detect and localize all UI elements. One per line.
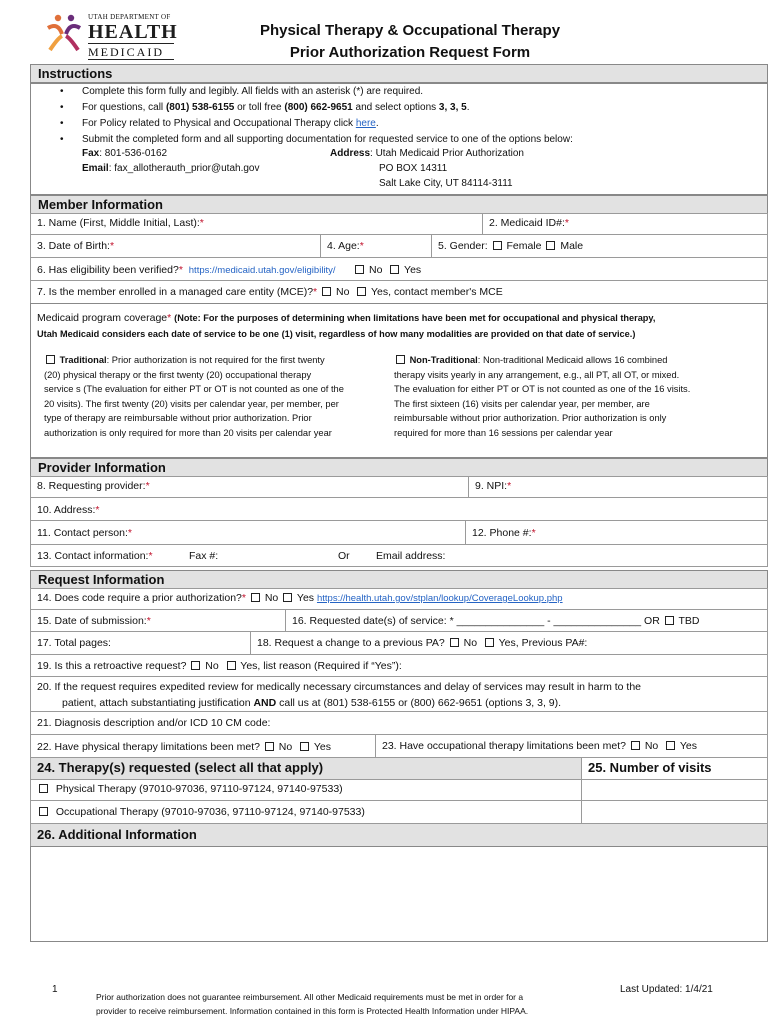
expedited-line-1: 20. If the request requires expedited review for medically necessary circumstances and delay of services may result in harm to the	[37, 681, 642, 693]
retro-no-checkbox[interactable]	[191, 661, 200, 670]
npi-field[interactable]	[468, 476, 768, 498]
traditional-option	[44, 353, 344, 440]
traditional-line: service s (The evaluation for either PT or OT is not counted as one of the	[44, 384, 344, 394]
non-traditional-line: required for more than 16 sessions per calendar year	[394, 427, 613, 438]
expedited-line-2	[37, 695, 761, 711]
text: For Policy related to Physical and Occupational Therapy click	[82, 118, 356, 129]
mce-yes-label: Yes, contact member's MCE	[371, 286, 503, 298]
required-mark: *	[109, 240, 115, 252]
non-traditional-option	[394, 353, 690, 440]
member-name-field[interactable]	[30, 213, 483, 235]
retro-yes-label: Yes, list reason (Required if “Yes”):	[240, 660, 402, 672]
instruction-1: Complete this form fully and legibly. All fields with an asterisk (*) are required.	[82, 86, 424, 97]
label: 16. Requested date(s) of service:	[292, 615, 447, 627]
female-checkbox[interactable]	[493, 241, 502, 250]
required-mark: *	[531, 527, 536, 539]
text: : Prior authorization is not required for the first twenty	[106, 355, 325, 365]
required-mark: *	[359, 240, 364, 252]
label: 12. Phone #:	[472, 527, 532, 539]
page-number: 1	[52, 984, 58, 995]
yes-label: Yes	[313, 741, 331, 753]
text: and select options	[352, 102, 439, 113]
address-value: : Utah Medicaid Prior Authorization	[370, 148, 524, 159]
title-line-1: Physical Therapy & Occupational Therapy	[259, 22, 561, 39]
traditional-line	[44, 353, 344, 368]
yes-label: Yes	[404, 264, 422, 276]
traditional-line: type of therapy are reimbursable without prior authorization. Prior	[44, 413, 312, 423]
coverage-line-2: Utah Medicaid considers each date of service to be one (1) visit, regardless of how many modalities are provided on that date of service.)	[37, 329, 636, 339]
traditional-checkbox[interactable]	[46, 355, 55, 364]
logo-health-text: HEALTH	[88, 21, 178, 43]
label: 17. Total pages:	[37, 637, 111, 649]
non-traditional-line: The evaluation for either PT or OT is not counted as one of the 16 visits.	[394, 384, 691, 394]
page-title	[200, 20, 620, 64]
prior-auth-yes-checkbox[interactable]	[283, 593, 292, 602]
logo-dept-text: UTAH DEPARTMENT OF	[88, 13, 171, 21]
email-label[interactable]: Email address:	[376, 550, 446, 562]
instruction-2	[82, 102, 470, 113]
footer-note	[96, 990, 528, 1018]
label: 5. Gender:	[438, 240, 488, 252]
pt-therapy-checkbox[interactable]	[39, 784, 48, 793]
ot-therapy-label: Occupational Therapy (97010-97036, 97110-97124, 97140-97533)	[55, 806, 365, 818]
change-pa-field	[250, 631, 768, 655]
tbd-checkbox[interactable]	[665, 616, 674, 625]
phone-tollfree: (800) 662-9651	[284, 102, 353, 113]
fax-value: : 801-536-0162	[99, 148, 168, 159]
diagnosis-field[interactable]	[30, 711, 768, 735]
policy-link[interactable]: here	[355, 118, 376, 129]
yes-label: Yes	[296, 592, 315, 604]
ot-visits-input[interactable]	[581, 800, 768, 824]
eligibility-link[interactable]: https://medicaid.utah.gov/eligibility/	[188, 265, 336, 276]
options-text: 3, 3, 5	[438, 102, 467, 113]
title-line-2: Prior Authorization Request Form	[289, 44, 531, 61]
non-traditional-line: The first sixteen (16) visits per calendar year, per member, are	[394, 398, 650, 409]
traditional-line: 20 visits). The first twenty (20) visits per calendar year, per member, per	[44, 398, 339, 409]
label: 1. Name (First, Middle Initial, Last):	[37, 217, 200, 229]
fax-label: Fax	[82, 148, 100, 159]
phone-local: (801) 538-6155	[165, 102, 235, 113]
member-heading: Member Information	[30, 195, 768, 214]
required-mark: *	[95, 504, 100, 516]
no-label: No	[369, 264, 383, 276]
email-line	[82, 163, 260, 174]
text: For questions, call	[82, 102, 166, 113]
address-line-2: PO BOX 14311	[379, 163, 448, 174]
female-label: Female	[506, 240, 542, 252]
non-traditional-line: therapy visits yearly in any arrangement, e.g., all PT, all OT, or mixed.	[394, 369, 680, 380]
eligibility-no-checkbox[interactable]	[355, 265, 364, 274]
label: 14. Does code require a prior authorization?	[37, 592, 242, 604]
no-label: No	[278, 741, 293, 753]
dates-blank: * _______________ - _______________ OR	[449, 615, 660, 627]
pt-visits-input[interactable]	[581, 779, 768, 801]
additional-info-textarea[interactable]	[30, 846, 768, 942]
logo-rule	[88, 43, 174, 44]
requesting-provider-field[interactable]	[30, 476, 469, 498]
contact-person-field[interactable]	[30, 520, 466, 545]
utah-medicaid-logo	[44, 10, 178, 60]
and-text: AND	[253, 697, 277, 709]
instruction-4: Submit the completed form and all supporting documentation for requested service to one of the options below:	[82, 134, 573, 145]
non-traditional-line: reimbursable without prior authorization. Prior authorization is only	[394, 413, 667, 423]
label: 15. Date of submission:	[37, 615, 147, 627]
required-mark: *	[241, 592, 246, 604]
label: 22. Have physical therapy limitations been met?	[37, 741, 260, 753]
eligibility-yes-checkbox[interactable]	[390, 265, 399, 274]
coverage-label: Medicaid program coverage	[37, 312, 168, 324]
no-label: No	[205, 660, 219, 672]
fax-label[interactable]: Fax #:	[189, 550, 219, 562]
pt-limits-yes-checkbox[interactable]	[300, 742, 309, 751]
therapy-heading: 24. Therapy(s) requested (select all that apply)	[30, 757, 582, 780]
non-traditional-line	[394, 353, 690, 368]
mce-yes-checkbox[interactable]	[357, 287, 366, 296]
pt-therapy-label: Physical Therapy (97010-97036, 97110-97124, 97140-97533)	[55, 783, 343, 795]
pt-limits-no-checkbox[interactable]	[265, 742, 274, 751]
last-updated: Last Updated: 1/4/21	[620, 984, 713, 995]
ot-therapy-checkbox[interactable]	[39, 807, 48, 816]
text: patient, attach substantiating justification	[62, 697, 254, 709]
change-pa-no-checkbox[interactable]	[450, 638, 459, 647]
or-label: Or	[338, 550, 350, 562]
label: 9. NPI:	[475, 480, 508, 492]
age-field[interactable]	[320, 234, 432, 258]
mce-no-checkbox[interactable]	[322, 287, 331, 296]
request-heading: Request Information	[30, 570, 768, 589]
traditional-title: Traditional	[59, 355, 107, 365]
submission-date-field[interactable]	[30, 609, 286, 632]
change-pa-yes-label: Yes, Previous PA#:	[498, 637, 588, 649]
contact-info-field	[30, 544, 768, 567]
logo-figures-icon	[44, 12, 84, 56]
male-label: Male	[560, 240, 584, 252]
expedited-field	[30, 676, 768, 712]
address-line-1	[330, 148, 524, 159]
phone-field[interactable]	[465, 520, 768, 545]
no-label: No	[644, 740, 659, 752]
label: 4. Age:	[327, 240, 360, 252]
required-mark: *	[145, 480, 150, 492]
retro-yes-checkbox[interactable]	[227, 661, 236, 670]
required-mark: *	[127, 527, 132, 539]
required-mark: *	[178, 264, 183, 276]
coverage-line-1	[37, 312, 655, 324]
visits-heading: 25. Number of visits	[581, 757, 768, 780]
ot-therapy-row	[30, 800, 582, 824]
label: 13. Contact information:	[37, 550, 149, 562]
service-dates-field[interactable]	[285, 609, 768, 632]
label: 23. Have occupational therapy limitations been met?	[382, 740, 626, 752]
address-label: Address	[330, 148, 371, 159]
coverage-lookup-link[interactable]: https://health.utah.gov/stplan/lookup/CoverageLookup.php	[316, 593, 563, 604]
coverage-note: (Note: For the purposes of determining when limitations have been met for occupational and physical therapy,	[174, 313, 656, 323]
traditional-line: authorization is only required for more than 20 visits per calendar year	[44, 427, 332, 438]
no-label: No	[335, 286, 350, 298]
required-mark: *	[167, 312, 172, 324]
email-value: : fax_allotherauth_prior@utah.gov	[108, 163, 260, 174]
non-traditional-title: Non-Traditional	[409, 355, 478, 365]
ot-limits-no-checkbox[interactable]	[631, 741, 640, 750]
required-mark: *	[146, 615, 151, 627]
additional-heading: 26. Additional Information	[30, 823, 768, 847]
logo-medicaid-text: MEDICAID	[88, 45, 164, 59]
address-line-3: Salt Lake City, UT 84114-3111	[379, 178, 513, 189]
non-traditional-checkbox[interactable]	[396, 355, 405, 364]
text: .	[466, 102, 470, 113]
text: or toll free	[234, 102, 285, 113]
no-label: No	[463, 637, 478, 649]
label: 7. Is the member enrolled in a managed care entity (MCE)?	[37, 286, 314, 298]
footer-note-line-1: Prior authorization does not guarantee reimbursement. All other Medicaid requirements must be met in order for a	[96, 992, 524, 1002]
pt-therapy-row	[30, 779, 582, 801]
prior-auth-field	[30, 588, 768, 610]
eligibility-field	[30, 257, 768, 281]
label: 3. Date of Birth:	[37, 240, 110, 252]
yes-label: Yes	[679, 740, 697, 752]
label: 8. Requesting provider:	[37, 480, 146, 492]
label: 18. Request a change to a previous PA?	[257, 637, 445, 649]
pt-limitations-field	[30, 734, 376, 758]
email-label: Email	[82, 163, 109, 174]
text: : Non-traditional Medicaid allows 16 combined	[477, 355, 668, 365]
label: 6. Has eligibility been verified?	[37, 264, 179, 276]
required-mark: *	[507, 480, 512, 492]
prior-auth-no-checkbox[interactable]	[251, 593, 260, 602]
label: 19. Is this a retroactive request?	[37, 660, 187, 672]
ot-limitations-field	[375, 734, 768, 758]
mce-field	[30, 280, 768, 304]
total-pages-field[interactable]	[30, 631, 251, 655]
address-field[interactable]	[30, 497, 768, 521]
traditional-line: (20) physical therapy or the first twenty (20) occupational therapy	[44, 369, 312, 380]
dob-field[interactable]	[30, 234, 321, 258]
retroactive-field	[30, 654, 768, 677]
logo-rule	[88, 59, 174, 60]
provider-heading: Provider Information	[30, 458, 768, 477]
label: 10. Address:	[37, 504, 96, 516]
required-mark: *	[148, 550, 153, 562]
male-checkbox[interactable]	[546, 241, 555, 250]
text: call us at (801) 538-6155 or (800) 662-9651 (options 3, 3, 9).	[276, 697, 562, 709]
gender-field	[431, 234, 768, 258]
change-pa-yes-checkbox[interactable]	[485, 638, 494, 647]
label: 11. Contact person:	[37, 527, 128, 539]
required-mark: *	[313, 286, 318, 298]
footer-note-line-2: provider to receive reimbursement. Information contained in this form is Protected Health Information under HIPAA.	[96, 1006, 529, 1016]
label: 2. Medicaid ID#:	[489, 217, 565, 229]
required-mark: *	[564, 217, 569, 229]
tbd-label: TBD	[678, 615, 700, 627]
required-mark: *	[199, 217, 204, 229]
ot-limits-yes-checkbox[interactable]	[666, 741, 675, 750]
instruction-3	[82, 118, 379, 129]
label: 21. Diagnosis description and/or ICD 10 CM code:	[37, 717, 271, 729]
fax-line	[82, 148, 167, 159]
instructions-heading: Instructions	[30, 64, 768, 83]
no-label: No	[264, 592, 279, 604]
text: .	[375, 118, 379, 129]
medicaid-id-field[interactable]	[482, 213, 768, 235]
